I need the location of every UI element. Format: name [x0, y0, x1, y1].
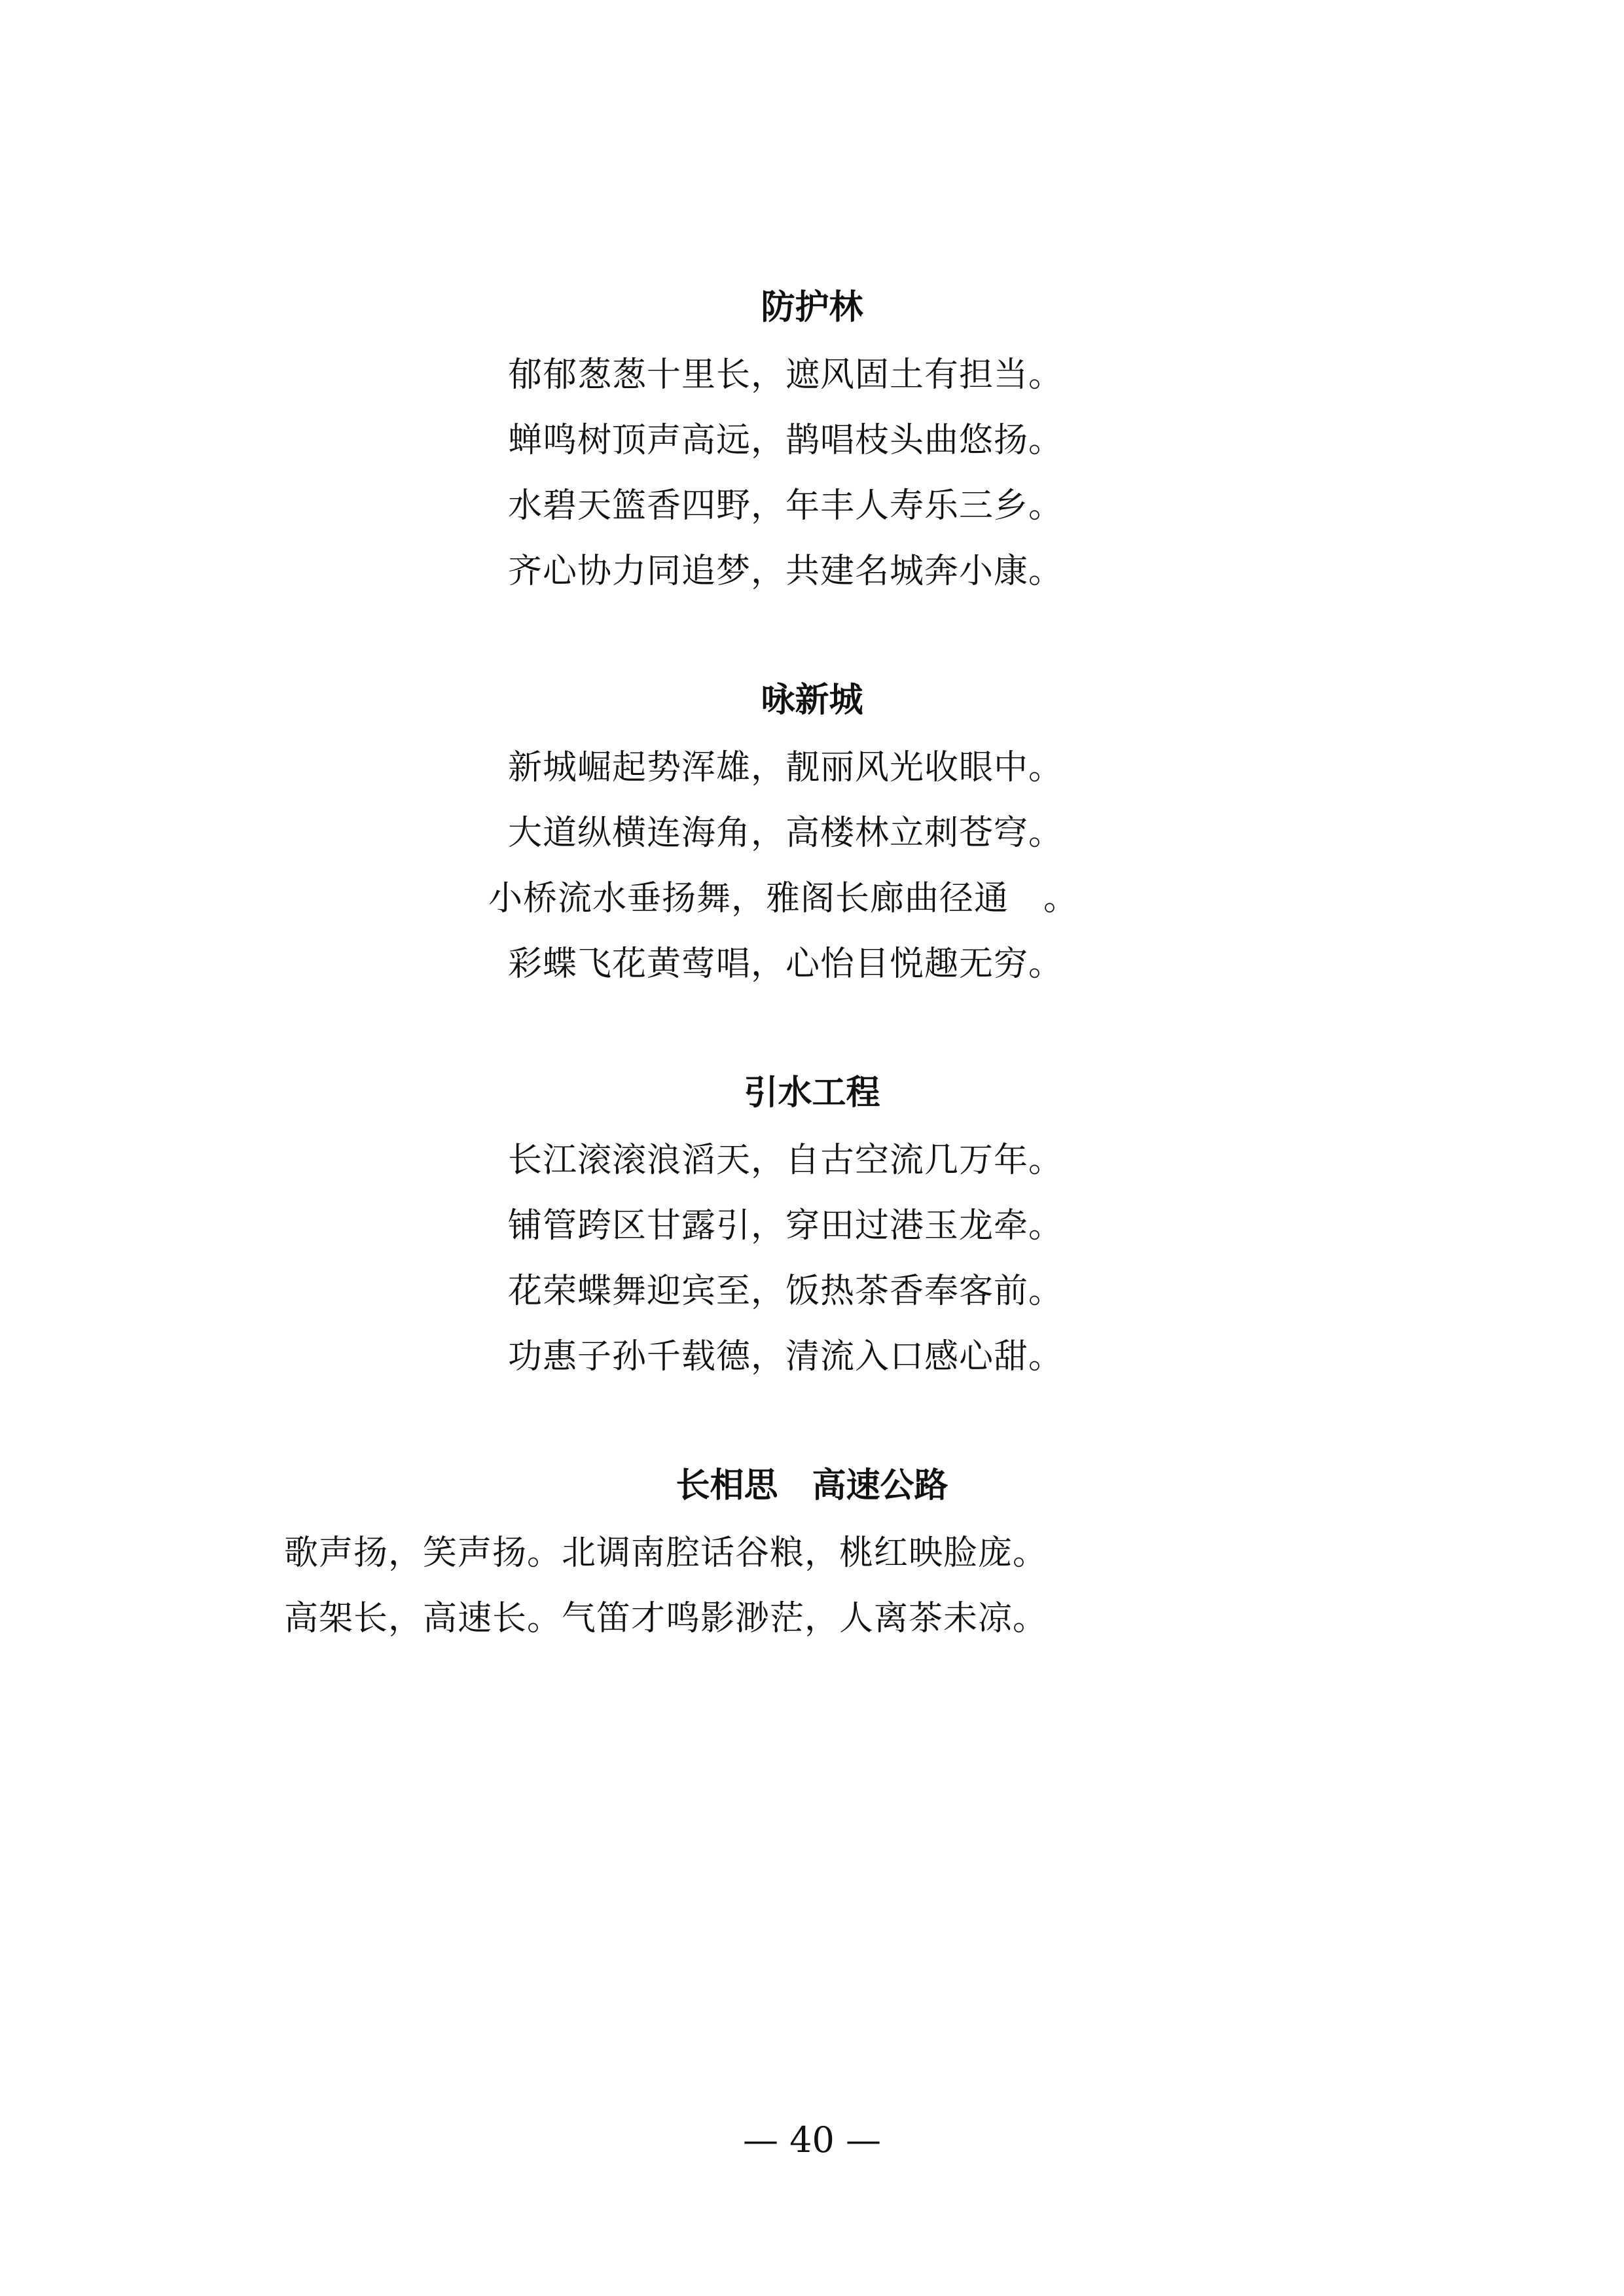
- poem-line: 齐心协力同追梦，共建名城奔小康。: [508, 552, 1064, 591]
- poem-line: 铺管跨区甘露引，穿田过港玉龙牵。: [508, 1206, 1064, 1246]
- poem-line: 高架长，高速长。气笛才鸣影渺茫，人离茶未凉。: [284, 1599, 1048, 1638]
- poem-line: 彩蝶飞花黄莺唱，心怡目悦趣无穷。: [508, 944, 1064, 984]
- poem-line: 郁郁葱葱十里长，遮风固土有担当。: [508, 355, 1064, 395]
- poem-title: 防护林: [761, 288, 863, 327]
- poem-title: 咏新城: [761, 681, 863, 720]
- poem-line: 歌声扬，笑声扬。北调南腔话谷粮，桃红映脸庞。: [284, 1534, 1048, 1573]
- poem-title: 引水工程: [744, 1073, 880, 1113]
- poem-line: 花荣蝶舞迎宾至，饭热茶香奉客前。: [508, 1272, 1064, 1311]
- poem-line: 小桥流水垂扬舞，雅阁长廊曲径通 。: [488, 879, 1079, 918]
- page-number: — 40 —: [742, 2119, 882, 2161]
- poem-title: 长相思 高速公路: [676, 1466, 948, 1505]
- poem-line: 长江滚滚浪滔天，自古空流几万年。: [508, 1141, 1064, 1180]
- poem-line: 新城崛起势浑雄，靓丽风光收眼中。: [508, 748, 1064, 787]
- poem-line: 水碧天篮香四野，年丰人寿乐三乡。: [508, 486, 1064, 526]
- poem-line: 大道纵横连海角，高楼林立刺苍穹。: [508, 814, 1064, 853]
- poem-line: 蝉鸣树顶声高远，鹊唱枝头曲悠扬。: [508, 421, 1064, 460]
- poem-line: 功惠子孙千载德，清流入口感心甜。: [508, 1337, 1064, 1376]
